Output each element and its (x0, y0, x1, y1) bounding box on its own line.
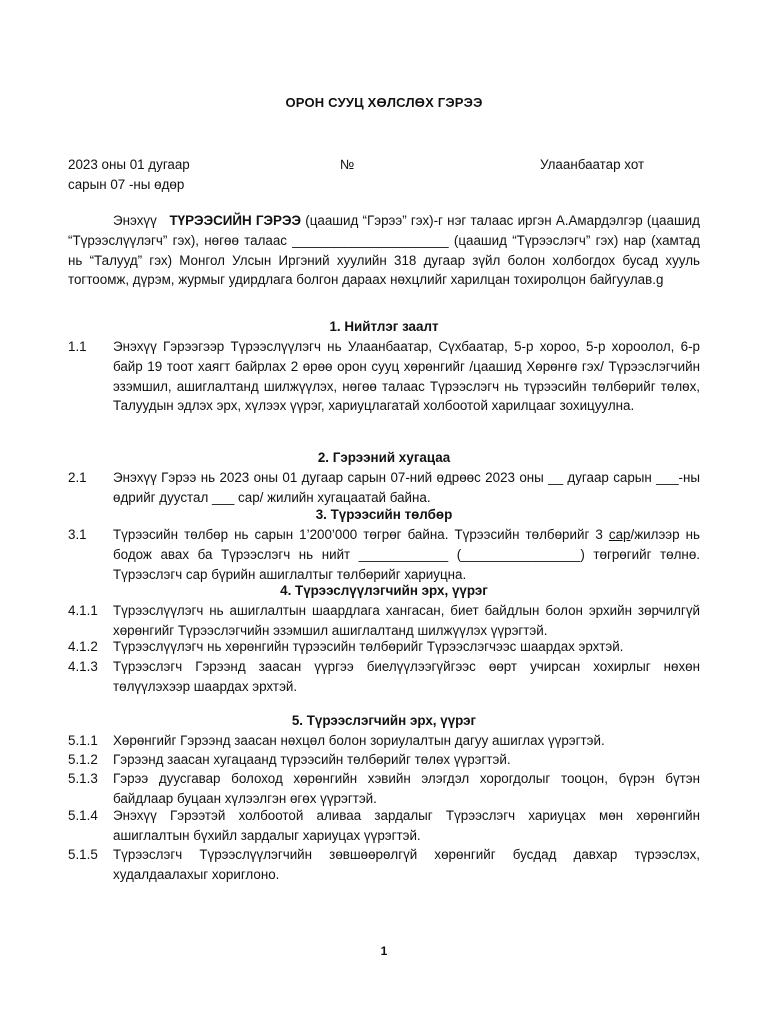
document-title: ОРОН СУУЦ ХӨЛСЛӨХ ГЭРЭЭ (285, 95, 483, 110)
clause-5-1-5 (68, 845, 700, 885)
section-2-heading: 2. Гэрээний хугацаа (317, 450, 451, 465)
section-4-heading: 4. Түрээслүүлэгчийн эрх, үүрэг (280, 583, 488, 598)
clause-text: Түрээслэгч Гэрээнд заасан үүргээ биелүүлээгүйгээс өөрт учирсан хохирлыг нөхөн төлүүлэхээр шаардах эрхтэй. (113, 659, 700, 694)
section-3-heading: 3. Түрээсийн төлбөр (315, 507, 453, 522)
clause-text: Хөрөнгийг Гэрээнд заасан нөхцөл болон зориулалтын дагуу ашиглах үүрэгтэй. (113, 733, 605, 748)
clause-number: 5.1.4 (68, 808, 98, 823)
intro-lead: Энэхүү (113, 213, 157, 228)
underlined-term: сар (608, 527, 631, 542)
clause-number: 2.1 (68, 470, 87, 485)
page-number: 1 (380, 944, 388, 958)
clause-text: Энэхүү Гэрээтэй холбоотой аливаа зардалыг Түрээслэгч хариуцах мөн хөрөнгийн ашиглалтын бүхийл зардалыг хариуцах үүрэгтэй. (113, 808, 700, 843)
clause-1-1 (68, 337, 700, 437)
clause-text: Энэхүү Гэрээ нь 2023 оны 01 дугаар сарын 07-ний өдрөөс 2023 оны __ дугаар сарын ___-ны өдрийг дуустал ___ сар/ жилийн хугацаатай байна. (113, 470, 700, 505)
clause-number: 4.1.2 (68, 639, 98, 654)
clause-number: 4.1.1 (68, 603, 98, 618)
clause-4-1-3 (68, 657, 700, 697)
clause-number: 5.1.1 (68, 733, 98, 748)
clause-text: Түрээслүүлэгч нь ашиглалтын шаардлага хангасан, биет байдлын болон эрхийн зөрчилгүй хөрөнгийг Түрээслэгчийн эзэмшил ашиглалтанд шилжүүлэх үүрэгтэй. (113, 603, 700, 638)
clause-4-1-1 (68, 601, 700, 641)
contract-city: Улаанбаатар хот (540, 157, 645, 172)
section-1-heading: 1. Нийтлэг заалт (329, 319, 439, 334)
clause-5-1-4 (68, 806, 700, 846)
clause-number: 5.1.2 (68, 752, 98, 767)
contract-date-line2: сарын 07 -ны өдөр (68, 177, 185, 192)
contract-number-label: № (340, 157, 355, 172)
clause-5-1-2 (68, 750, 700, 770)
clause-5-1-1 (68, 731, 700, 751)
clause-number: 3.1 (68, 527, 87, 542)
clause-number: 1.1 (68, 339, 87, 354)
intro-paragraph (68, 211, 700, 290)
clause-text: Түрээслэгч Түрээслүүлэгчийн зөвшөөрөлгүй хөрөнгийг бусдад давхар түрээслэх, худалдаалахыг хориглоно. (113, 847, 700, 882)
clause-number: 4.1.3 (68, 659, 98, 674)
clause-text: Энэхүү Гэрээгээр Түрээслүүлэгч нь Улаанбаатар, Сүхбаатар, 5-р хороо, 5-р хороолол, 6-р байр 19 тоот хаягт байрлах 2 өрөө орон сууц хөрөнгийг /цаашид Хөрөнгө гэх/ Түрээслэгчийн эзэмшил, ашиглалтанд шилжүүлэх, нөгөө талаас Түрээслэгч нь түрээсийн төлбөрийг төлөх, Талуудын эдлэх эрх, хүлээх үүрэг, хариуцлагатай холбоотой харилцааг зохицуулна. (113, 339, 700, 414)
clause-number: 5.1.3 (68, 771, 98, 786)
clause-4-1-2 (68, 637, 700, 657)
clause-number: 5.1.5 (68, 847, 98, 862)
section-5-heading: 5. Түрээслэгчийн эрх, үүрэг (291, 713, 477, 728)
clause-5-1-3 (68, 769, 700, 809)
clause-2-1 (68, 468, 700, 508)
clause-3-1 (68, 525, 700, 585)
clause-text: Гэрээ дуусгавар болоход хөрөнгийн хэвийн элэгдэл хорогдолыг тооцон, бүрэн бүтэн байдлаар буцаан хүлээлгэн өгөх үүрэгтэй. (113, 771, 700, 806)
clause-text: Түрээслүүлэгч нь хөрөнгийн түрээсийн төлбөрийг Түрээслэгчээс шаардах эрхтэй. (113, 639, 624, 654)
clause-text: Гэрээнд заасан хугацаанд түрээсийн төлбөрийг төлөх үүрэгтэй. (113, 752, 511, 767)
contract-date-line1: 2023 оны 01 дугаар (68, 157, 190, 172)
intro-bold-term: ТҮРЭЭСИЙН ГЭРЭЭ (169, 213, 302, 228)
intro-text: (цаашид “Гэрээ” гэх)-г нэг талаас иргэн А.Амардэлгэр (цаашид “Түрээслүүлэгч” гэх), нөгөө талаас _____________________ (цаашид “Түрээслэгч” гэх) нар (хамтад нь “Талууд” гэх) Монгол Улсын Иргэний хуулийн 318 дугаар зүйл болон холбогдох бусад хууль тогтоомж, дүрэм, журмыг удирдлага болгон дараах нөхцлийг харилцан тохиролцон байгуулав.g (68, 213, 700, 288)
clause-text: Түрээсийн төлбөр нь сарын 1’200’000 төгрөг байна. Түрээсийн төлбөрийг 3 сар/жилээр нь бодож авах ба Түрээслэгч нь нийт ____________ (________________) төгрөгийг төлнө. Түрээслэгч сар бүрийн ашиглалтыг төлбөрийг хариуцна. (113, 527, 700, 582)
